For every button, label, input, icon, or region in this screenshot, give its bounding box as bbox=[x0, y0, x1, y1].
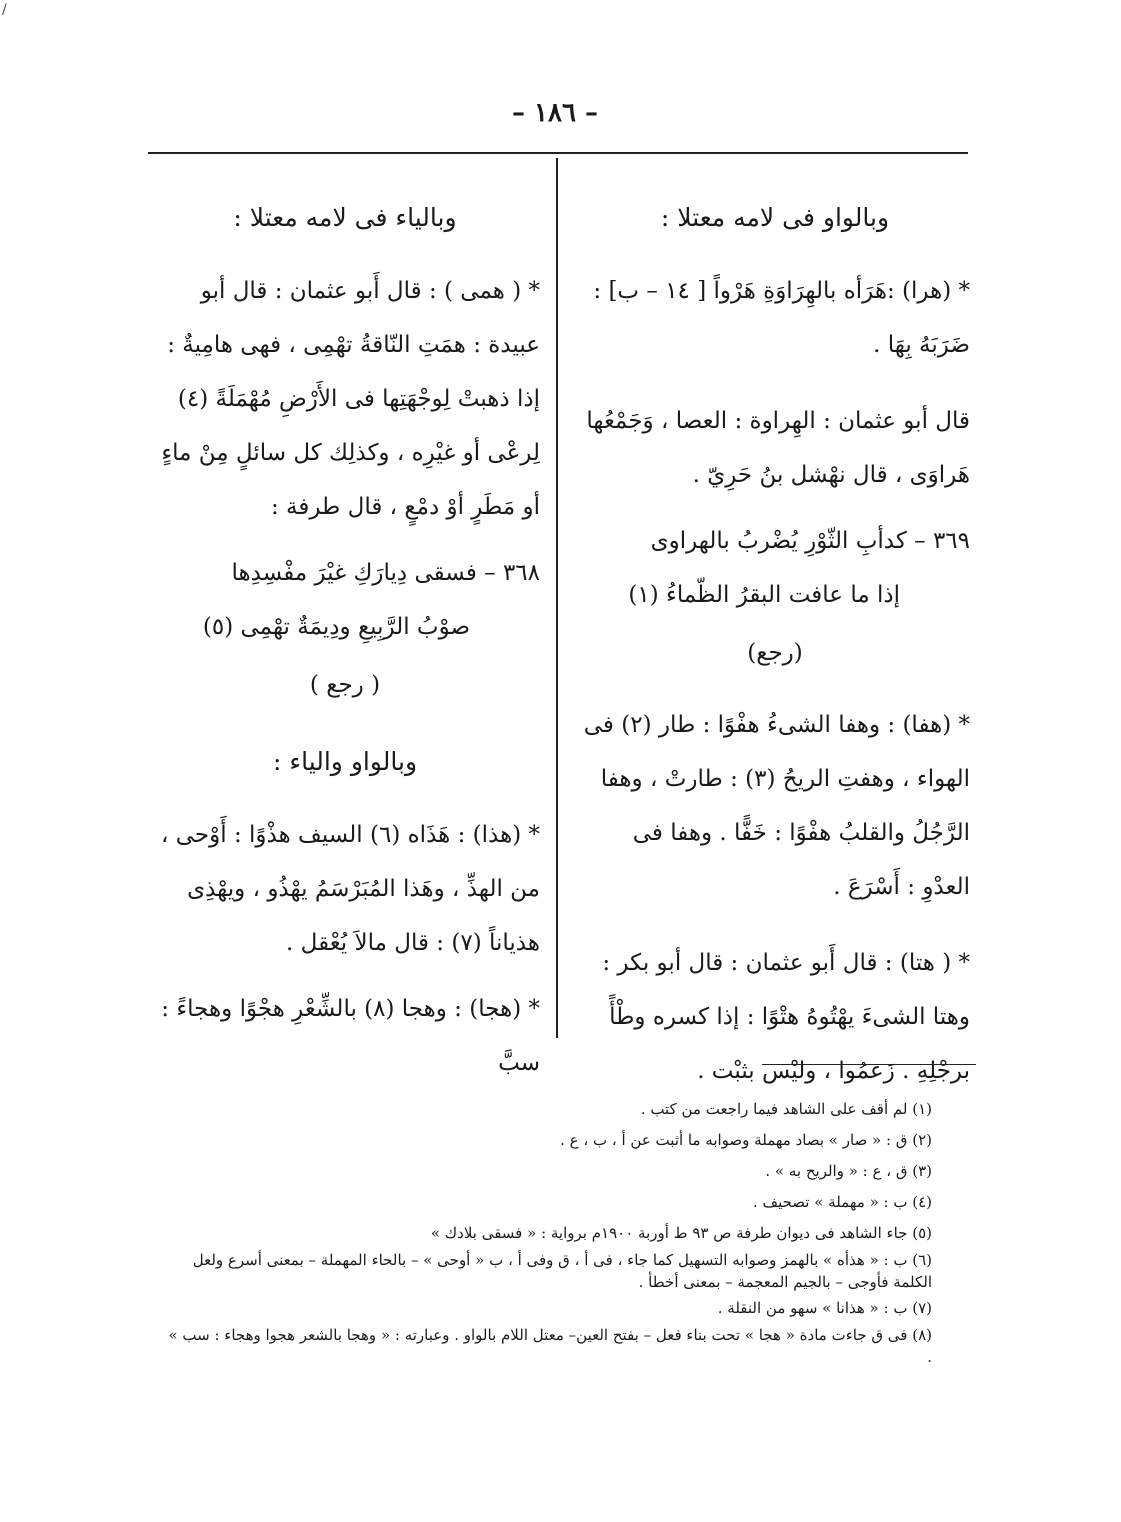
left-column-heading: وبالياء فى لامه معتلا : bbox=[233, 203, 457, 232]
footnote-7: (٧) ب : « هذانا » سهو من النقلة . bbox=[717, 1299, 932, 1317]
entry-hama: * ( همى ) : قال أَبو عثمان : قال أبو عبيدة : همَتِ النّاقةُ تهْمِى ، فهى هامِيةٌ : إذا ذهبتْ لِوجْهَتِها فى الأَرْضِ مُهْمَلَةً (٤) لِرعْى أو غيْرِه ، وكذلِك كل سائلٍ مِنْ ماءٍ أو مَطَرٍ أوْ دمْعٍ ، قال طرفة : bbox=[161, 278, 540, 520]
header-rule bbox=[148, 152, 968, 154]
right-column bbox=[580, 190, 970, 1110]
footnote-5: (٥) جاء الشاهد فى ديوان طرفة ص ٩٣ ط أوربة ١٩٠٠م برواية : « فسقى بلادك » bbox=[430, 1224, 932, 1242]
verse-368-second: صوْبُ الرَّبِيعِ ودِيمَةٌ تهْمِى (٥) bbox=[202, 614, 470, 640]
footnotes bbox=[162, 1094, 932, 1368]
ref-marker: ( رجع ) bbox=[309, 672, 381, 698]
quote-abu-uthman: قال أبو عثمان : الهِراوة : العصا ، وَجَمْعُها هَراوَى ، قال نهْشل بنُ حَرِيّ . bbox=[586, 408, 970, 488]
corner-mark: / bbox=[2, 2, 7, 18]
entry-hata: * ( هتا) : قال أَبو عثمان : قال أبو بكر : وهتا الشىءَ يهْتُوهُ هتْوًا : إذا كسره وطْأً برجْلِهِ . زَعمُوا ، وليْس بثبْت . bbox=[602, 950, 970, 1084]
footnote-rule bbox=[762, 1064, 976, 1065]
footnote-8: (٨) فى ق جاءت مادة « هجا » تحت بناء فعل – بفتح العين– معتل اللام بالواو . وعبارته : « وهجا بالشعر هجوا وهجاء : سب » . bbox=[168, 1326, 932, 1366]
footnote-4: (٤) ب : « مهملة » تصحيف . bbox=[753, 1193, 932, 1211]
right-column-heading: وبالواو فى لامه معتلا : bbox=[660, 203, 890, 232]
footnote-3: (٣) ق ، ع : « والريح به » . bbox=[765, 1162, 932, 1180]
left-column-heading-2: وبالواو والياء : bbox=[272, 747, 418, 776]
column-divider bbox=[556, 158, 558, 1038]
entry-hadha: * (هذا) : هَذَاه (٦) السيف هذْوًا : أَوْحى ، من الهذِّ ، وهَذا المُبَرْسَمُ يهْذُو ، ويهْذِى هذياناً (٧) : قال مالاَ يُعْقل . bbox=[161, 822, 540, 956]
verse-369-first: ٣٦٩ – كدأبِ الثّوْرِ يُضْربُ بالهراوى bbox=[650, 528, 970, 554]
verse-368-first: ٣٦٨ – فسقى دِيارَكِ غيْرَ مفْسِدِها bbox=[231, 560, 540, 586]
left-column bbox=[150, 190, 540, 1102]
footnote-2: (٢) ق : « صار » بصاد مهملة وصوابه ما أثبت عن أ ، ب ، ع . bbox=[560, 1131, 932, 1149]
footnote-6: (٦) ب : « هذأه » بالهمز وصوابه التسهيل كما جاء ، فى أ ، ق وفى أ ، ب « أوحى » – بالحاء المهملة – بمعنى أسرع ولعل الكلمة فأوجى – بالجيم المعجمة – بمعنى أخطأ . bbox=[192, 1251, 932, 1291]
verse-369-second: إذا ما عافت البقرُ الظّماءُ (١) bbox=[628, 582, 900, 608]
entry-hafa: * (هفا) : وهفا الشىءُ هفْوًا : طار (٢) فى الهواء ، وهفتِ الريحُ (٣) : طارتْ ، وهفا الرَّجُلُ والقلبُ هفْوًا : خَفًّا . وهفا فى العدْوِ : أَسْرَعَ . bbox=[583, 712, 970, 900]
ref-marker: (رجع) bbox=[747, 640, 803, 666]
entry-hara: * (هرا) :هَرَأه بالهِرَاوَةِ هَرْواً [ ١٤ – ب] : ضَرَبَهُ بِهَا . bbox=[593, 278, 970, 358]
page-number: – ١٨٦ – bbox=[511, 98, 599, 128]
entry-haja: * (هجا) : وهجا (٨) بالشِّعْرِ هجْوًا وهجاءً : سبَّ bbox=[161, 996, 540, 1076]
footnote-1: (١) لم أقف على الشاهد فيما راجعت من كتب . bbox=[640, 1100, 932, 1118]
